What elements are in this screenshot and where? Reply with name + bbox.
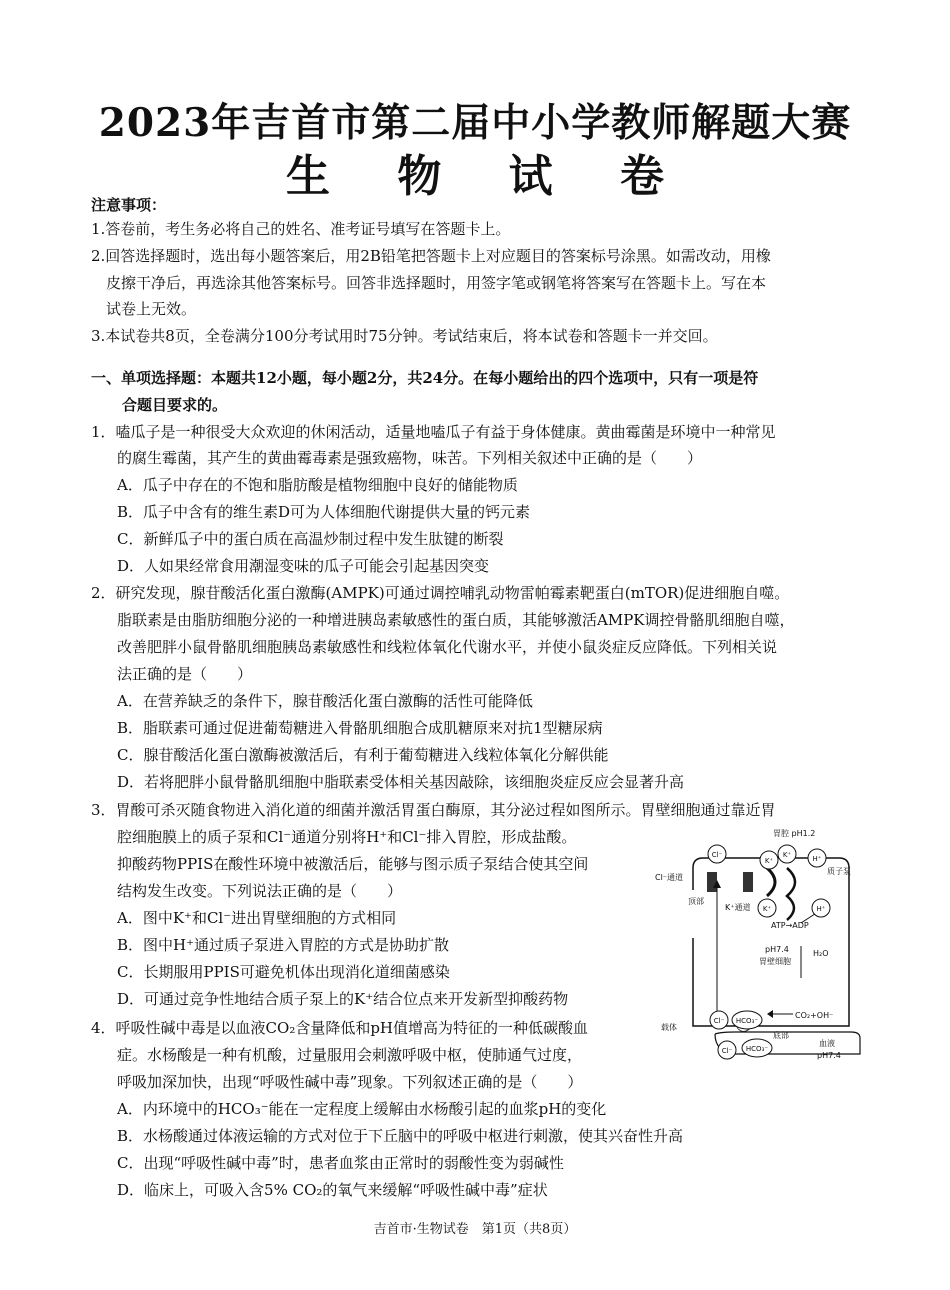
note-3: 3.本试卷共8页，全卷满分100分考试用时75分钟。考试结束后，将本试卷和答题卡一并交回。 <box>91 327 718 345</box>
q2-stem-line-1: 2．研究发现，腺苷酸活化蛋白激酶(AMPK)可通过调控哺乳动物雷帕霉素靶蛋白(mTOR)促进细胞自噬。 <box>91 584 790 602</box>
q4-option-a: A．内环境中的HCO₃⁻能在一定程度上缓解由水杨酸引起的血浆pH的变化 <box>117 1100 607 1118</box>
page-title: 2023年吉首市第二届中小学教师解题大赛 <box>98 100 852 146</box>
proton-pump-shape <box>787 868 795 920</box>
q3-option-a: A．图中K⁺和Cl⁻进出胃壁细胞的方式相同 <box>117 909 397 927</box>
fig-proton-pump-label: 质子泵 <box>827 867 851 876</box>
q1-stem-line-2: 的腐生霉菌，其产生的黄曲霉毒素是强致癌物，味苦。下列相关叙述中正确的是（ ） <box>117 449 703 467</box>
q2-option-a: A．在营养缺乏的条件下，腺苷酸活化蛋白激酶的活性可能降低 <box>117 692 533 710</box>
fig-top-label: 顶部 <box>688 897 704 906</box>
fig-blood-label: 血液 <box>819 1039 835 1048</box>
page-footer: 吉首市·生物试卷 第1页（共8页） <box>373 1222 577 1237</box>
fig-ph-blood-label: pH7.4 <box>817 1051 841 1060</box>
fig-carrier-label: 载体 <box>661 1023 677 1032</box>
fig-h-ion-inside: H⁺ <box>816 905 826 913</box>
fig-cl-ion-top: Cl⁻ <box>711 851 723 859</box>
fig-lumen-label: 胃腔 pH1.2 <box>773 829 816 838</box>
q4-stem-line-2: 症。水杨酸是一种有机酸，过量服用会刺激呼吸中枢，使肺通气过度， <box>117 1046 583 1064</box>
q4-option-b: B．水杨酸通过体液运输的方式对位于下丘脑中的呼吸中枢进行刺激，使其兴奋性升高 <box>117 1127 684 1145</box>
fig-hco3-ion-blood: HCO₃⁻ <box>745 1045 769 1053</box>
q3-option-d: D．可通过竞争性地结合质子泵上的K⁺结合位点来开发新型抑酸药物 <box>117 990 569 1008</box>
fig-k-ion-3: K⁺ <box>762 905 772 913</box>
fig-atp-label: ATP→ADP <box>771 921 809 930</box>
cl-channel-shape <box>707 872 717 892</box>
q3-stem-line-1: 3．胃酸可杀灭随食物进入消化道的细菌并激活胃蛋白酶原，其分泌过程如图所示。胃壁细胞通过靠近胃 <box>91 801 776 819</box>
fig-k-channel-label: K⁺通道 <box>725 903 751 912</box>
note-1: 1.答卷前，考生务必将自己的姓名、准考证号填写在答题卡上。 <box>91 220 511 238</box>
q3-option-c: C．长期服用PPIS可避免机体出现消化道细菌感染 <box>117 963 450 981</box>
q3-option-b: B．图中H⁺通过质子泵进入胃腔的方式是协助扩散 <box>117 936 450 954</box>
note-2-line-3: 试卷上无效。 <box>106 300 197 318</box>
parietal-cell-figure <box>655 828 867 1064</box>
q1-option-d: D．人如果经常食用潮湿变味的瓜子可能会引起基因突变 <box>117 557 490 575</box>
fig-k-ion-2: K⁺ <box>782 851 792 859</box>
q3-stem-line-4: 结构发生改变。下列说法正确的是（ ） <box>117 882 403 900</box>
fig-ph-cell-label: pH7.4 <box>765 945 789 954</box>
note-2-line-2: 皮擦干净后，再选涂其他答案标号。回答非选择题时，用签字笔或钢笔将答案写在答题卡上。写在本 <box>106 274 767 292</box>
q4-option-c: C．出现“呼吸性碱中毒”时，患者血浆由正常时的弱酸性变为弱碱性 <box>117 1154 564 1172</box>
fig-bottom-label: 底部 <box>773 1031 789 1040</box>
fig-k-ion-1: K⁺ <box>764 857 774 865</box>
q2-stem-line-3: 改善肥胖小鼠骨骼肌细胞胰岛素敏感性和线粒体氧化代谢水平，并使小鼠炎症反应降低。下列相关说 <box>117 638 778 656</box>
fig-h-ion-top: H⁺ <box>812 855 822 863</box>
fig-cl-channel-label: Cl⁻通道 <box>655 873 684 882</box>
fig-h2o-label: H₂O <box>813 949 829 958</box>
q2-stem-line-2: 脂联素是由脂肪细胞分泌的一种增进胰岛素敏感性的蛋白质，其能够激活AMPK调控骨骼肌细胞自噬， <box>117 611 795 629</box>
fig-cell-label: 胃壁细胞 <box>759 957 791 966</box>
notes-heading: 注意事项： <box>91 196 167 214</box>
q2-stem-line-4: 法正确的是（ ） <box>117 665 253 683</box>
section-heading-line-2: 合题目要求的。 <box>122 396 228 414</box>
q2-option-d: D．若将肥胖小鼠骨骼肌细胞中脂联素受体相关基因敲除，该细胞炎症反应会显著升高 <box>117 773 685 791</box>
section-heading-line-1: 一、单项选择题：本题共12小题，每小题2分，共24分。在每小题给出的四个选项中，只有一项是符 <box>91 369 759 387</box>
fig-co2-label: CO₂+OH⁻ <box>795 1011 834 1020</box>
q4-stem-line-3: 呼吸加深加快，出现“呼吸性碱中毒”现象。下列叙述正确的是（ ） <box>117 1073 583 1091</box>
q1-option-b: B．瓜子中含有的维生素D可为人体细胞代谢提供大量的钙元素 <box>117 503 531 521</box>
q3-stem-line-2: 腔细胞膜上的质子泵和Cl⁻通道分别将H⁺和Cl⁻排入胃腔，形成盐酸。 <box>117 828 577 846</box>
q1-option-a: A．瓜子中存在的不饱和脂肪酸是植物细胞中良好的储能物质 <box>117 476 518 494</box>
q2-option-b: B．脂联素可通过促进葡萄糖进入骨骼肌细胞合成肌糖原来对抗1型糖尿病 <box>117 719 603 737</box>
page-subtitle: 生 物 试 卷 <box>286 151 690 202</box>
note-2-line-1: 2.回答选择题时，选出每小题答案后，用2B铅笔把答题卡上对应题目的答案标号涂黑。如需改动，用橡 <box>91 247 771 265</box>
q4-option-d: D．临床上，可吸入含5% CO₂的氧气来缓解“呼吸性碱中毒”症状 <box>117 1181 548 1199</box>
q4-stem-line-1: 4．呼吸性碱中毒是以血液CO₂含量降低和pH值增高为特征的一种低碳酸血 <box>91 1019 589 1037</box>
fig-cl-ion-blood: Cl⁻ <box>721 1047 733 1055</box>
q1-option-c: C．新鲜瓜子中的蛋白质在高温炒制过程中发生肽键的断裂 <box>117 530 504 548</box>
fig-hco3-ion-cell: HCO₃⁻ <box>735 1017 759 1025</box>
k-channel-shape <box>743 872 753 892</box>
q2-option-c: C．腺苷酸活化蛋白激酶被激活后，有利于葡萄糖进入线粒体氧化分解供能 <box>117 746 609 764</box>
q1-stem-line-1: 1．嗑瓜子是一种很受大众欢迎的休闲活动，适量地嗑瓜子有益于身体健康。黄曲霉菌是环境中一种常见 <box>91 423 776 441</box>
fig-cl-ion-bottom: Cl⁻ <box>713 1017 725 1025</box>
q3-stem-line-3: 抑酸药物PPIS在酸性环境中被激活后，能够与图示质子泵结合使其空间 <box>117 855 589 873</box>
